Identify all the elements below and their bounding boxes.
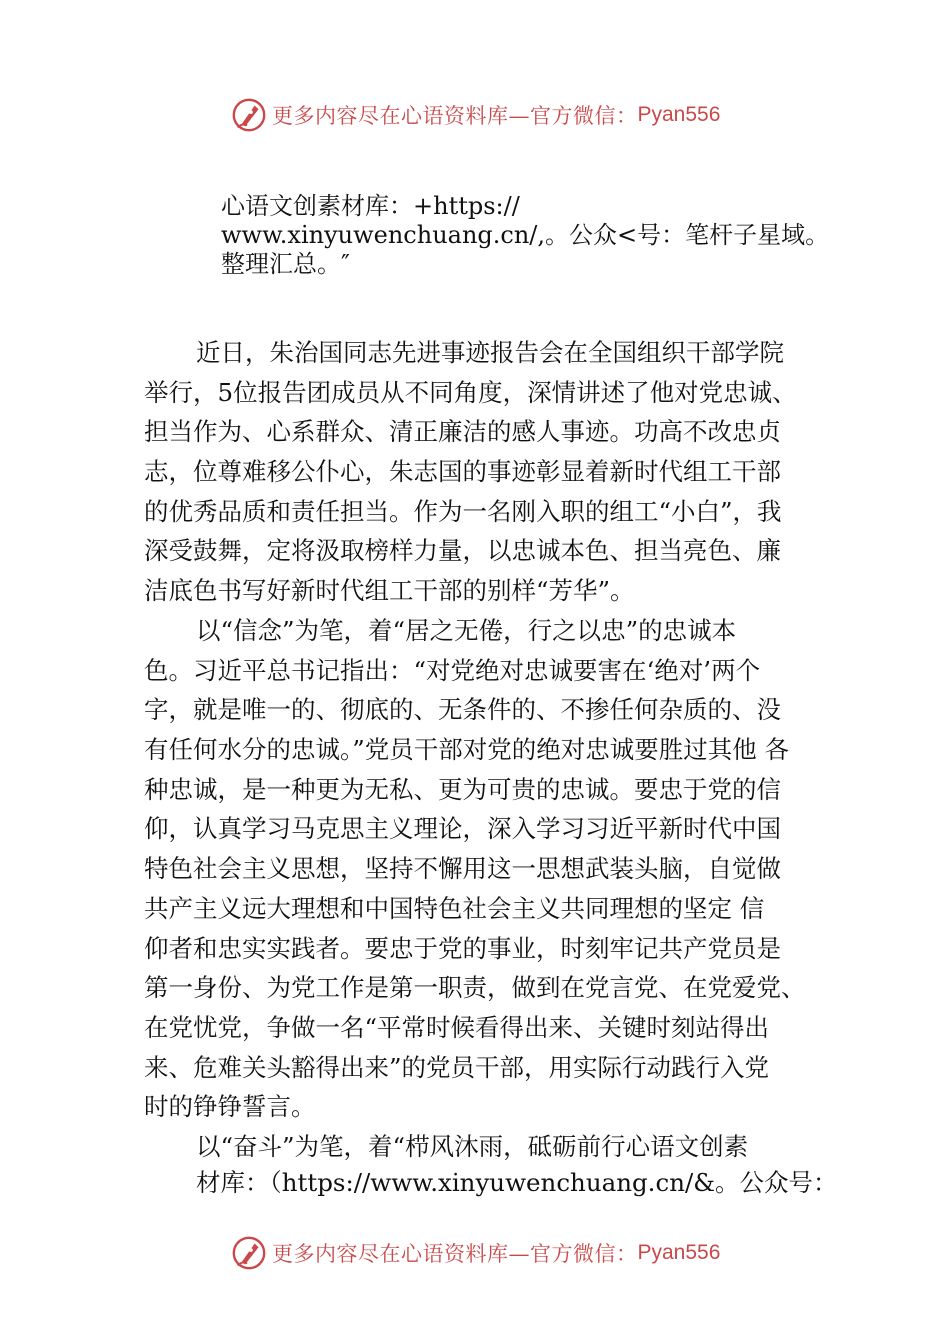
footer-banner [230,1233,720,1273]
pen-nib-logo-icon [230,1234,268,1272]
header-banner [230,95,720,135]
banner-text: 更多内容尽在心语资料库—官方微信： [272,1242,638,1266]
text-line: 洁底色书写好新时代组工干部的别样“芳华”。 [144,576,635,606]
text-line: 以“奋斗”为笔，着“栉风沐雨，砥砺前行心语文创素 [196,1132,749,1161]
source-notice-line: 心语文创素材库：+https:// [221,192,520,220]
text-line: 在党忧党，争做一名“平常时候看得出来、关键时刻站得出 [144,1012,770,1042]
text-line: 来、危难关头豁得出来”的党员干部，用实际行动践行入党 [144,1052,770,1082]
banner-wechat-id: Pyan556 [637,103,721,126]
text-line: 种忠诚，是一种更为无私、更为可贵的忠诚。要忠于党的信 [144,774,781,804]
banner-wechat-id: Pyan556 [637,1241,721,1264]
source-notice-line: 整理汇总。″ [221,250,350,278]
source-notice [221,192,830,279]
paragraph-loyalty [144,611,824,1127]
paragraph-struggle [144,1127,838,1199]
text-line: 担当作为、心系群众、清正廉洁的感人事迹。功高不改忠贞 [144,417,781,447]
text-line: 色。习近平总书记指出：“对党绝对忠诚要害在‘绝对’两个 [144,655,761,685]
text-line: 志，位尊难移公仆心，朱志国的事迹彰显着新时代组工干部 [144,457,781,487]
text-line: 字，就是唯一的、彻底的、无条件的、不掺任何杂质的、没 [144,695,781,725]
banner-text: 更多内容尽在心语资料库—官方微信： [272,104,638,128]
text-line: 举行，5位报告团成员从不同角度，深情讲述了他对党忠诚、 [144,377,797,407]
text-line: 时的铮铮誓言。 [144,1092,316,1122]
text-line: 第一身份、为党工作是第一职责，做到在党言党、在党爱党、 [144,973,806,1003]
paragraph-intro [144,333,824,611]
text-line: 的优秀品质和责任担当。作为一名刚入职的组工“小白”，我 [144,496,782,526]
text-line: 特色社会主义思想，坚持不懈用这一思想武装头脑，自觉做 [144,854,781,884]
text-line: 以“信念”为笔，着“居之无倦，行之以忠”的忠诚本 [196,616,737,645]
text-line: 仰，认真学习马克思主义理论，深入学习习近平新时代中国 [144,814,781,844]
text-line: 仰者和忠实实践者。要忠于党的事业，时刻牢记共产党员是 [144,933,781,963]
text-line: 深受鼓舞，定将汲取榜样力量，以忠诚本色、担当亮色、廉 [144,536,781,566]
text-line: 共产主义远大理想和中国特色社会主义共同理想的坚定 信 [144,893,765,923]
text-line: 近日，朱治国同志先进事迹报告会在全国组织干部学院 [196,338,784,367]
text-line: 有任何水分的忠诚。”党员干部对党的绝对忠诚要胜过其他 各 [144,735,790,765]
text-line: 材库：（https://www.xinyuwenchuang.cn/&。公众号： [196,1167,838,1197]
pen-nib-logo-icon [230,96,268,134]
source-notice-line: www.xinyuwenchuang.cn/,。公众<号：笔杆子星域。 [221,221,830,249]
